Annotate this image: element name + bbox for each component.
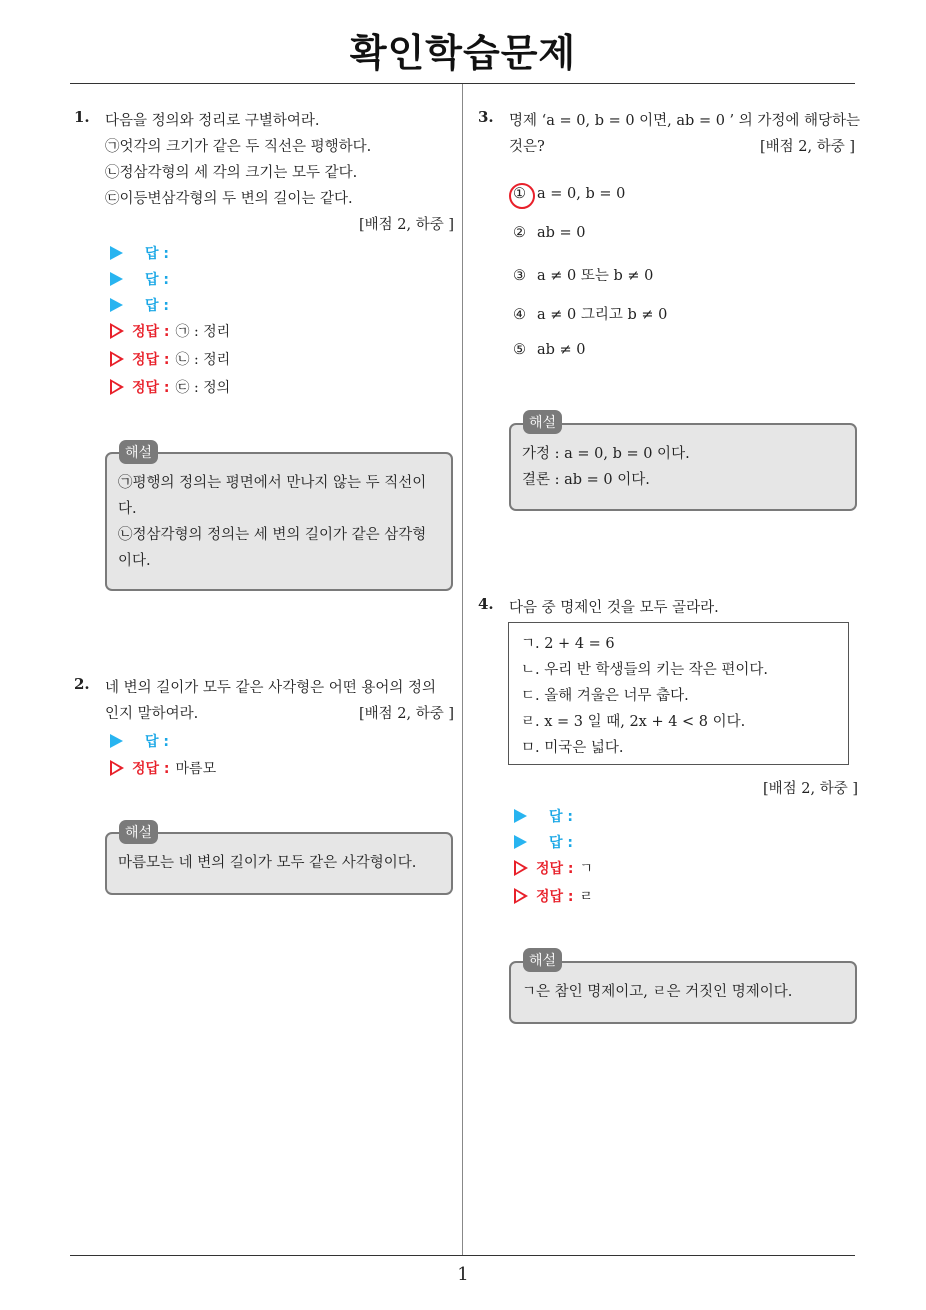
explanation-tag: 해설 [523,948,562,972]
play-icon [110,246,123,260]
question-3-option-4[interactable]: ④ a ≠ 0 그리고 b ≠ 0 [513,307,668,323]
question-1-answer-field-3[interactable]: 답 : [110,295,169,315]
question-2-score: [배점 2, 하중 ] [358,706,454,722]
question-3-option-2[interactable]: ② ab = 0 [513,225,586,241]
triangle-outline-icon [110,760,124,776]
question-4-answer-field-2[interactable]: 답 : [514,832,573,852]
triangle-outline-icon [110,323,124,339]
triangle-outline-icon [514,888,528,904]
page-number: 1 [457,1264,469,1285]
question-3-explanation: 가정 : a = 0, b = 0 이다. 결론 : ab = 0 이다. [522,446,690,488]
question-1-explanation: ㉠평행의 정의는 평면에서 만나지 않는 두 직선이 다. ㉡정삼각형의 정의는 세 변의 길이가 같은 삼각형 이다. [118,475,427,569]
column-divider [462,84,463,1256]
question-2-answer-field[interactable]: 답 : [110,731,169,751]
question-4-text: 다음 중 명제인 것을 모두 골라라. [509,600,719,616]
triangle-outline-icon [514,860,528,876]
question-4-number: 4. [478,595,494,613]
question-1-number: 1. [74,108,90,126]
question-1-text: 다음을 정의와 정리로 구별하여라. [105,113,320,129]
footer-divider [70,1255,855,1256]
question-3-option-1[interactable]: ① a = 0, b = 0 [513,186,626,202]
explanation-tag: 해설 [119,440,158,464]
question-1-correct-3: 정답 : ㉢ : 정의 [110,377,230,397]
question-1-answer-field-1[interactable]: 답 : [110,243,169,263]
question-4-score: [배점 2, 하중 ] [762,781,858,797]
question-4-answer-field-1[interactable]: 답 : [514,806,573,826]
play-icon [110,734,123,748]
question-1-answer-field-2[interactable]: 답 : [110,269,169,289]
question-4-correct-2: 정답 : ㄹ [514,886,593,906]
question-4-item-3: ㄷ. 올해 겨울은 너무 춥다. [521,688,689,704]
question-1-score: [배점 2, 하중 ] [358,217,454,233]
play-icon [110,272,123,286]
question-3-score: [배점 2, 하중 ] [759,139,855,155]
question-4-item-4: ㄹ. x = 3 일 때, 2x + 4 < 8 이다. [521,714,746,730]
question-1-item-a: ㉠엇각의 크기가 같은 두 직선은 평행하다. [105,139,372,155]
question-3-text-cont: 것은? [509,139,545,155]
question-4-explanation: ㄱ은 참인 명제이고, ㄹ은 거짓인 명제이다. [522,984,793,1000]
question-3-option-5[interactable]: ⑤ ab ≠ 0 [513,342,586,358]
question-2-correct: 정답 : 마름모 [110,758,216,778]
question-2-text: 네 변의 길이가 모두 같은 사각형은 어떤 용어의 정의 [105,680,437,696]
question-3-number: 3. [478,108,494,126]
play-icon [514,809,527,823]
question-4-correct-1: 정답 : ㄱ [514,858,593,878]
question-4-item-1: ㄱ. 2 + 4 = 6 [521,636,615,652]
question-2-number: 2. [74,675,90,693]
question-2-text-cont: 인지 말하여라. [105,706,199,722]
play-icon [110,298,123,312]
page-title: 확인학습문제 [349,31,577,75]
question-1-correct-2: 정답 : ㉡ : 정리 [110,349,230,369]
triangle-outline-icon [110,351,124,367]
explanation-tag: 해설 [523,410,562,434]
question-4-item-2: ㄴ. 우리 반 학생들의 키는 작은 편이다. [521,662,768,678]
question-2-explanation: 마름모는 네 변의 길이가 모두 같은 사각형이다. [118,855,417,871]
play-icon [514,835,527,849]
question-1-correct-1: 정답 : ㉠ : 정리 [110,321,230,341]
question-3-option-3[interactable]: ③ a ≠ 0 또는 b ≠ 0 [513,268,654,284]
question-3-text: 명제 ‘a = 0, b = 0 이면, ab = 0 ’ 의 가정에 해당하는 [509,113,861,129]
question-1-item-c: ㉢이등변삼각형의 두 변의 길이는 같다. [105,191,353,207]
explanation-tag: 해설 [119,820,158,844]
question-4-item-5: ㅁ. 미국은 넓다. [521,740,624,756]
triangle-outline-icon [110,379,124,395]
question-1-item-b: ㉡정삼각형의 세 각의 크기는 모두 같다. [105,165,358,181]
